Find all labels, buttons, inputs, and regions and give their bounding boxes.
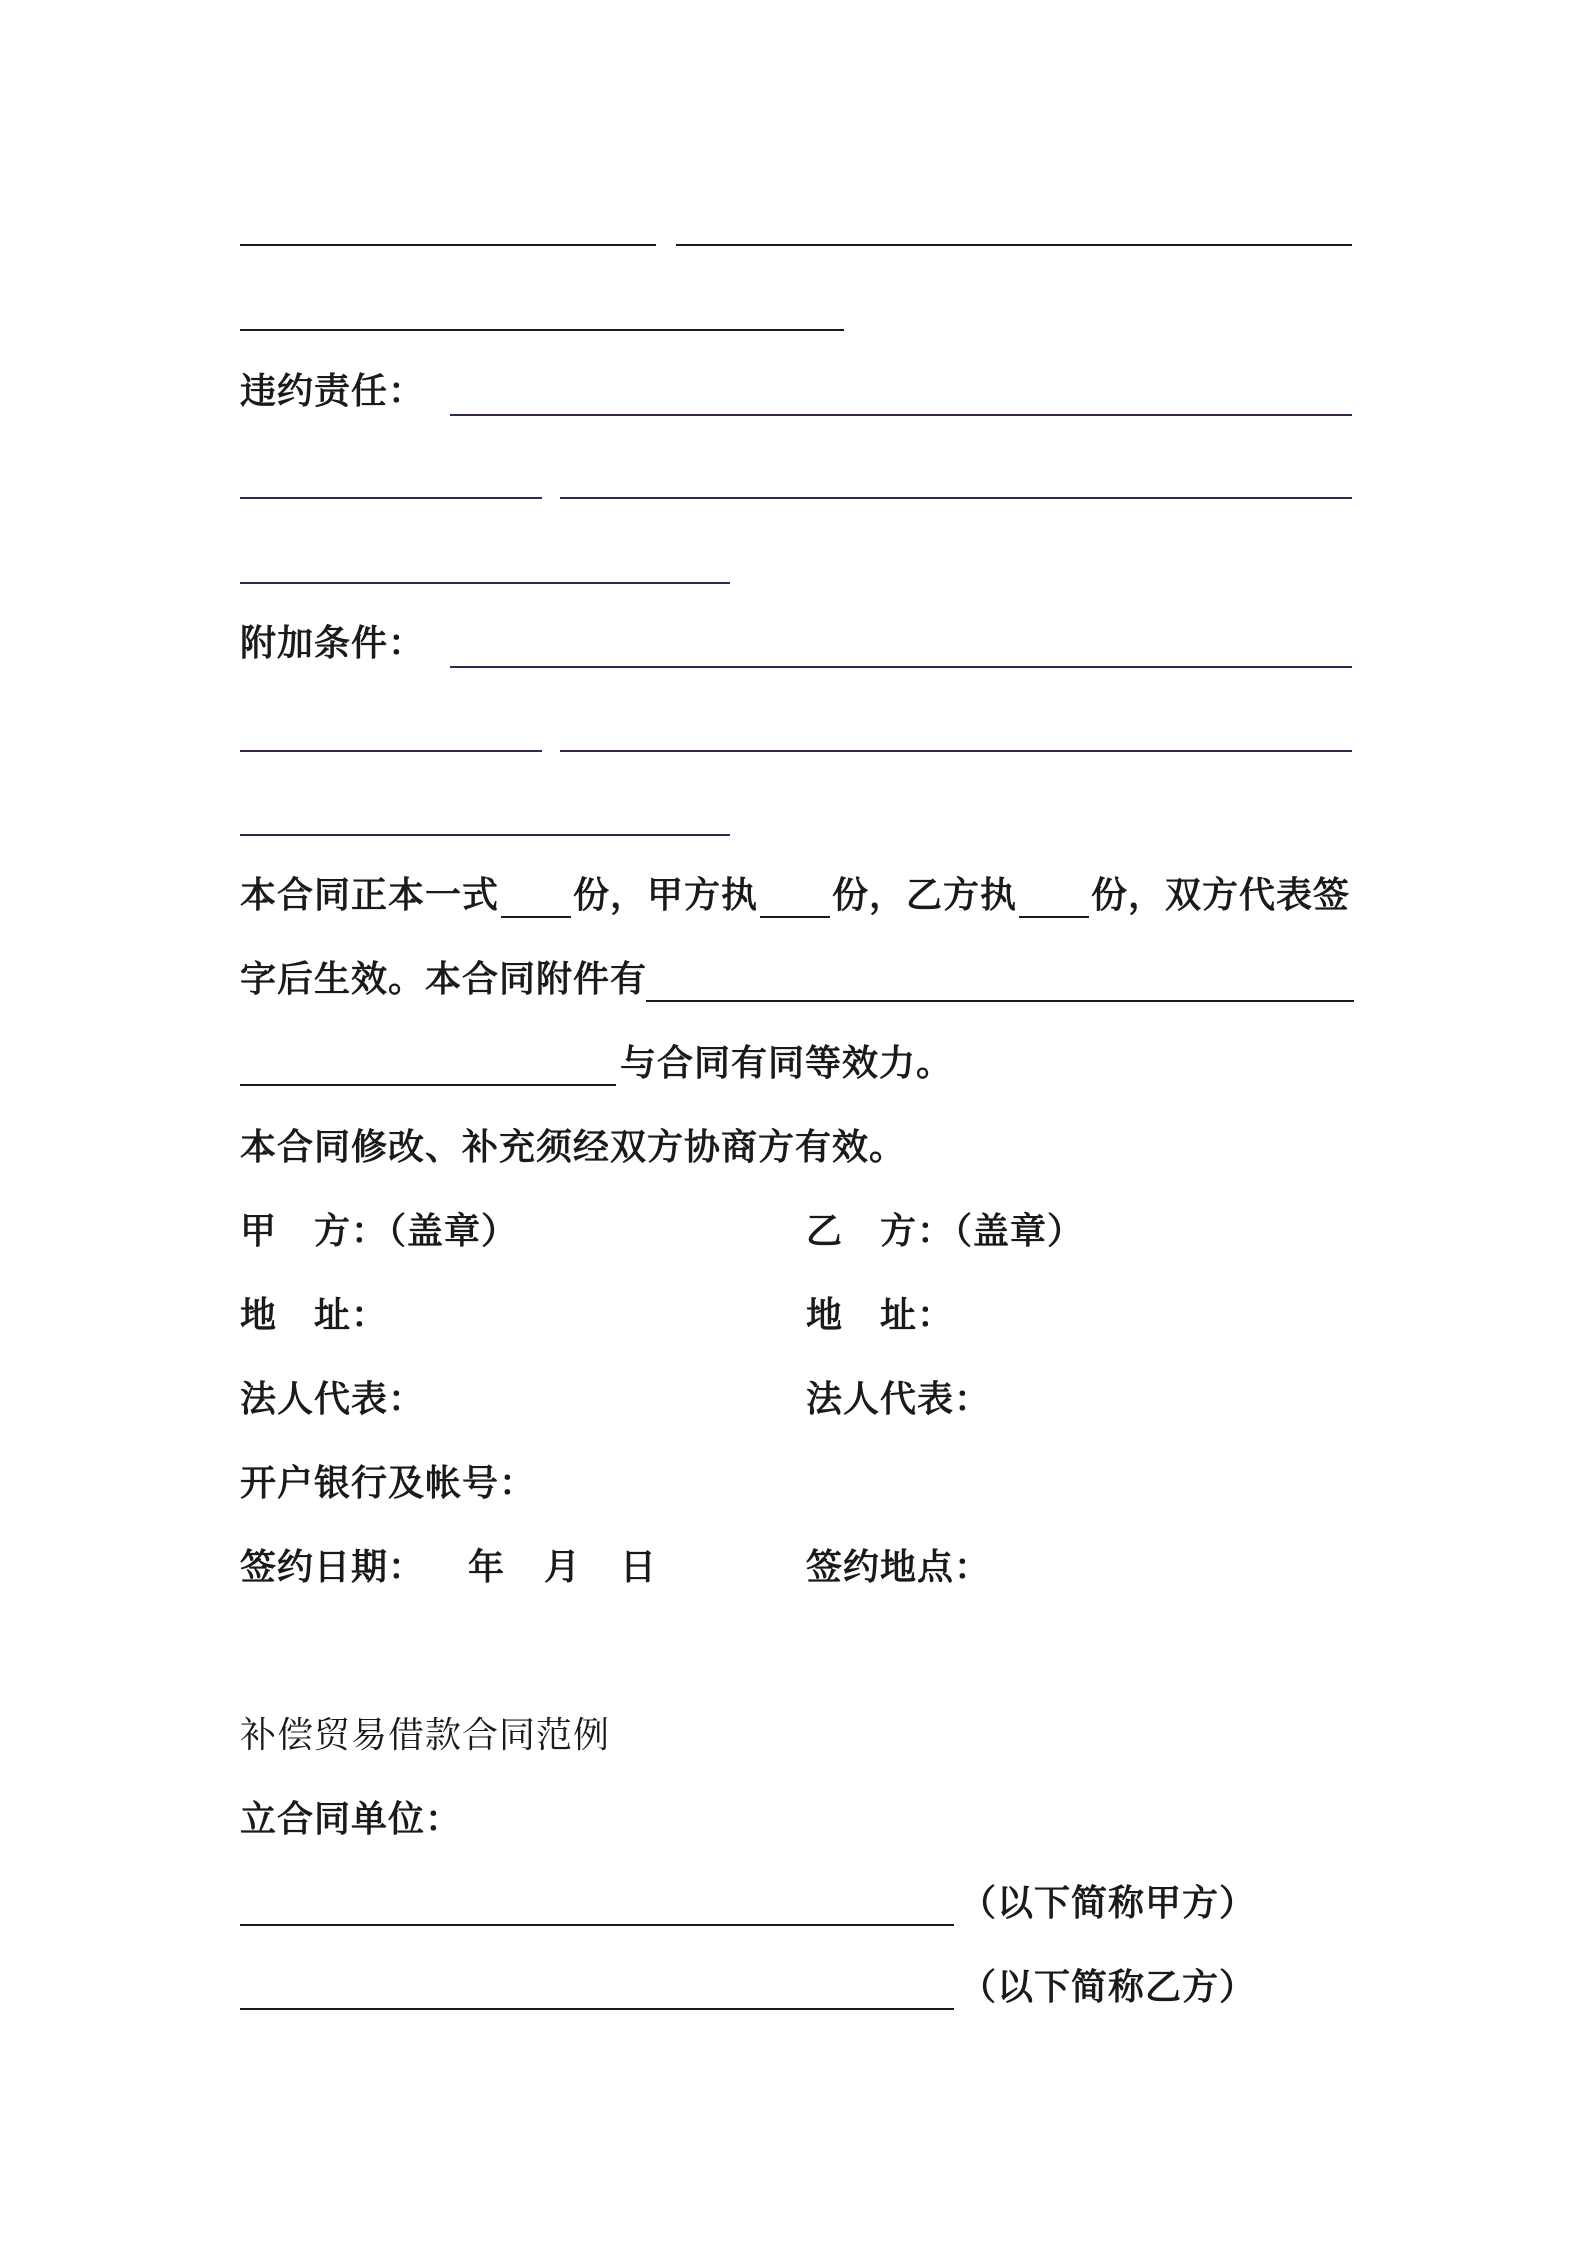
signing-place-label: 签约地点： (806, 1547, 992, 1588)
party-b-name-blank[interactable] (240, 2008, 954, 2010)
copies-clause (240, 874, 1350, 918)
party-b-legal-rep-label: 法人代表： (806, 1379, 992, 1420)
attachment-prefix: 字后生效。本合同附件有 (240, 959, 648, 1000)
copies-text: 份，双方代表签 (1091, 875, 1351, 916)
copies-text: 份，乙方执 (832, 875, 1018, 916)
breach-liability-blank[interactable] (450, 414, 1352, 416)
signing-date-day: 日 (620, 1547, 658, 1588)
total-copies-blank[interactable] (501, 878, 571, 918)
signing-date-month: 月 (544, 1547, 582, 1588)
additional-conditions-blank[interactable] (450, 666, 1352, 668)
party-b-seal-label: 乙 方：（盖章） (806, 1211, 1085, 1252)
additional-conditions-blank[interactable] (240, 834, 730, 836)
party-a-address-label: 地 址： (240, 1295, 389, 1336)
party-a-seal-label: 甲 方：（盖章） (240, 1211, 519, 1252)
signing-date-year: 年 (468, 1547, 506, 1588)
signing-date-label: 签约日期： (240, 1547, 426, 1588)
additional-conditions-blank[interactable] (560, 750, 1352, 752)
attachment-blank[interactable] (646, 1000, 1354, 1002)
party-a-name-blank[interactable] (240, 1924, 954, 1926)
attachment-blank[interactable] (240, 1084, 616, 1086)
party-a-legal-rep-label: 法人代表： (240, 1379, 426, 1420)
copies-text: 份，甲方执 (573, 875, 759, 916)
party-b-abbrev-note: （以下简称乙方） (960, 1967, 1257, 2008)
copies-text: 本合同正本一式 (240, 875, 500, 916)
contracting-units-label: 立合同单位： (240, 1799, 463, 1840)
additional-conditions-blank[interactable] (240, 750, 542, 752)
party-a-copies-blank[interactable] (760, 878, 830, 918)
blank-line[interactable] (240, 244, 656, 246)
breach-liability-label: 违约责任： (240, 371, 426, 412)
party-a-abbrev-note: （以下简称甲方） (960, 1883, 1257, 1924)
breach-liability-blank[interactable] (240, 582, 730, 584)
blank-line[interactable] (676, 244, 1352, 246)
next-contract-title: 补偿贸易借款合同范例 (240, 1715, 611, 1756)
party-b-copies-blank[interactable] (1019, 878, 1089, 918)
blank-line[interactable] (240, 329, 844, 331)
additional-conditions-label: 附加条件： (240, 623, 426, 664)
party-b-address-label: 地 址： (806, 1295, 955, 1336)
breach-liability-blank[interactable] (560, 497, 1352, 499)
amendment-clause: 本合同修改、补充须经双方协商方有效。 (240, 1127, 907, 1168)
breach-liability-blank[interactable] (240, 497, 542, 499)
party-a-bank-account-label: 开户银行及帐号： (240, 1463, 537, 1504)
attachment-suffix: 与合同有同等效力。 (620, 1043, 954, 1084)
